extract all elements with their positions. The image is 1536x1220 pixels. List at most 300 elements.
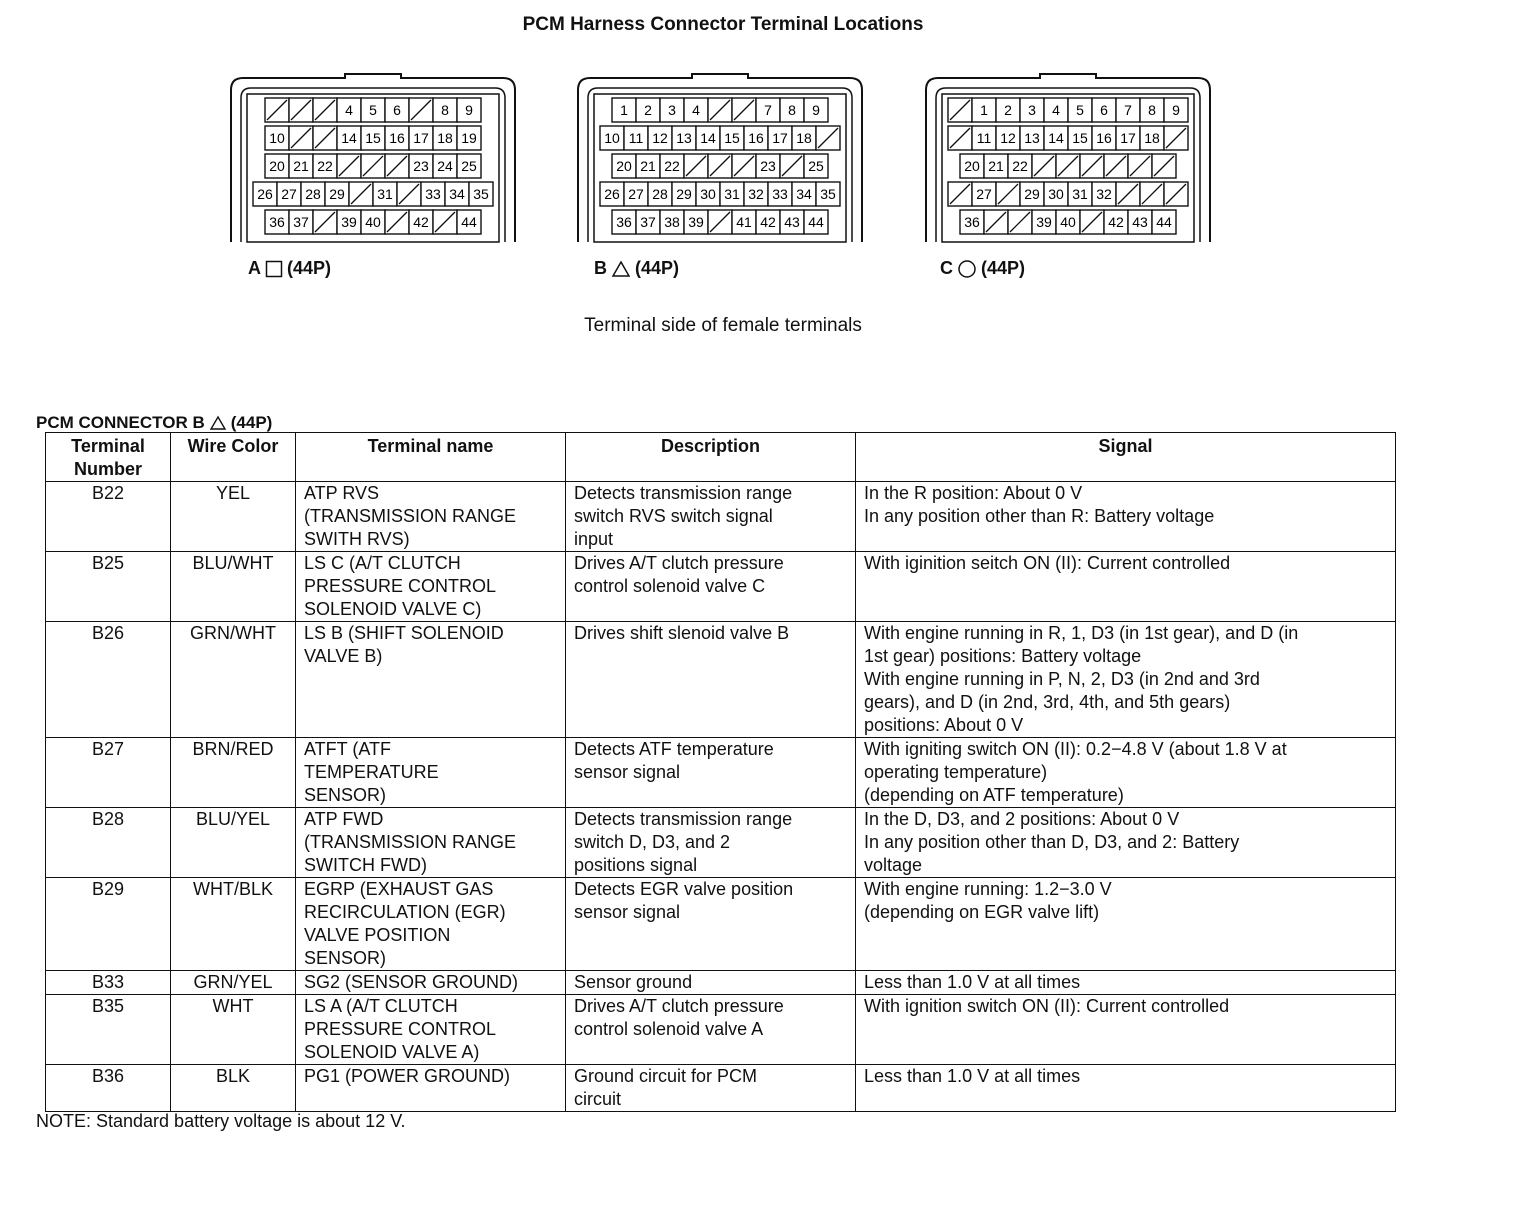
wire-color-cell: BLK <box>171 1065 296 1112</box>
terminal-number-cell: B33 <box>46 971 171 995</box>
terminal-cell <box>289 154 313 178</box>
table-row <box>46 482 1396 552</box>
description-line: Ground circuit for PCM <box>574 1066 758 1086</box>
terminal-name-line: SENSOR) <box>304 948 387 968</box>
svg-text:14: 14 <box>700 130 716 146</box>
wire-color-cell: BRN/RED <box>171 738 296 808</box>
terminal-cell <box>648 182 672 206</box>
empty-terminal-cell <box>289 126 313 150</box>
empty-terminal-cell <box>684 154 708 178</box>
terminal-cell <box>636 154 660 178</box>
footnote: NOTE: Standard battery voltage is about 12 V. <box>36 1111 406 1131</box>
terminal-name-line: TEMPERATURE <box>304 762 439 782</box>
table-row <box>46 738 1396 808</box>
svg-text:21: 21 <box>640 158 656 174</box>
terminal-cell <box>457 154 481 178</box>
terminal-cell <box>600 182 624 206</box>
svg-text:24: 24 <box>437 158 453 174</box>
description-cell <box>566 808 856 878</box>
svg-text:36: 36 <box>616 214 632 230</box>
svg-text:41: 41 <box>736 214 752 230</box>
terminal-name-cell <box>296 622 566 738</box>
empty-terminal-cell <box>337 154 361 178</box>
terminal-cell <box>816 182 840 206</box>
terminal-cell <box>433 154 457 178</box>
signal-line: voltage <box>864 855 923 875</box>
description-line: control solenoid valve A <box>574 1019 764 1039</box>
terminal-cell <box>624 182 648 206</box>
terminal-cell <box>600 126 624 150</box>
triangle-symbol-icon <box>611 260 631 278</box>
svg-text:33: 33 <box>772 186 788 202</box>
signal-line: positions: About 0 V <box>864 715 1024 735</box>
terminal-cell <box>660 98 684 122</box>
terminal-cell <box>996 126 1020 150</box>
terminal-cell <box>756 210 780 234</box>
svg-text:38: 38 <box>664 214 680 230</box>
svg-text:3: 3 <box>668 102 676 118</box>
svg-text:29: 29 <box>329 186 345 202</box>
connector-b-label <box>594 258 679 279</box>
terminal-cell <box>756 154 780 178</box>
table-row <box>46 552 1396 622</box>
svg-text:37: 37 <box>640 214 656 230</box>
signal-line: Less than 1.0 V at all times <box>864 1066 1081 1086</box>
terminal-cell <box>960 210 984 234</box>
terminal-cell <box>1044 126 1068 150</box>
svg-text:6: 6 <box>393 102 401 118</box>
terminal-cell <box>385 98 409 122</box>
empty-terminal-cell <box>1164 182 1188 206</box>
terminal-name-line: LS C (A/T CLUTCH <box>304 553 461 573</box>
empty-terminal-cell <box>708 210 732 234</box>
svg-text:37: 37 <box>293 214 309 230</box>
svg-text:14: 14 <box>341 130 357 146</box>
terminal-cell <box>1044 182 1068 206</box>
svg-text:43: 43 <box>784 214 800 230</box>
terminal-cell <box>1140 98 1164 122</box>
svg-text:12: 12 <box>1000 130 1016 146</box>
svg-text:4: 4 <box>1052 102 1060 118</box>
svg-text:8: 8 <box>1148 102 1156 118</box>
svg-text:17: 17 <box>1120 130 1136 146</box>
svg-text:40: 40 <box>1060 214 1076 230</box>
terminal-cell <box>1104 210 1128 234</box>
terminal-cell <box>768 126 792 150</box>
terminal-number-cell: B36 <box>46 1065 171 1112</box>
wire-color-cell: WHT/BLK <box>171 878 296 971</box>
svg-text:28: 28 <box>652 186 668 202</box>
connector-b-svg <box>572 72 872 247</box>
connector-a-diagram <box>225 72 525 247</box>
wire-color-cell: YEL <box>171 482 296 552</box>
description-cell <box>566 552 856 622</box>
svg-text:31: 31 <box>377 186 393 202</box>
empty-terminal-cell <box>732 154 756 178</box>
svg-text:11: 11 <box>976 130 992 146</box>
svg-text:44: 44 <box>808 214 824 230</box>
terminal-name-line: SENSOR) <box>304 785 387 805</box>
connector-c-label <box>940 258 1025 279</box>
connector-c-pins: (44P) <box>981 258 1026 278</box>
terminal-cell <box>469 182 493 206</box>
svg-text:21: 21 <box>988 158 1004 174</box>
svg-text:23: 23 <box>413 158 429 174</box>
terminal-cell <box>385 126 409 150</box>
svg-text:18: 18 <box>796 130 812 146</box>
svg-text:4: 4 <box>692 102 700 118</box>
description-line: Detects transmission range <box>574 809 793 829</box>
terminal-cell <box>1128 210 1152 234</box>
empty-terminal-cell <box>361 154 385 178</box>
svg-text:9: 9 <box>1172 102 1180 118</box>
terminal-cell <box>253 182 277 206</box>
signal-line: With ignition switch ON (II): Current controlled <box>864 996 1230 1016</box>
terminal-cell <box>361 210 385 234</box>
connector-a-id: A <box>248 258 261 278</box>
terminal-cell <box>265 210 289 234</box>
description-cell <box>566 971 856 995</box>
svg-text:1: 1 <box>620 102 628 118</box>
description-line: sensor signal <box>574 762 681 782</box>
terminal-cell <box>301 182 325 206</box>
svg-text:44: 44 <box>461 214 477 230</box>
terminal-name-line: SWITH RVS) <box>304 529 410 549</box>
terminal-cell <box>337 210 361 234</box>
description-line: switch D, D3, and 2 <box>574 832 731 852</box>
wire-color-cell: GRN/YEL <box>171 971 296 995</box>
terminal-cell <box>1116 98 1140 122</box>
svg-text:23: 23 <box>760 158 776 174</box>
empty-terminal-cell <box>780 154 804 178</box>
terminal-cell <box>612 210 636 234</box>
svg-text:27: 27 <box>281 186 297 202</box>
terminal-cell <box>409 210 433 234</box>
terminal-number-cell: B35 <box>46 995 171 1065</box>
empty-terminal-cell <box>984 210 1008 234</box>
terminal-cell <box>648 126 672 150</box>
signal-line: Less than 1.0 V at all times <box>864 972 1081 992</box>
table-row <box>46 1065 1396 1112</box>
svg-text:7: 7 <box>1124 102 1132 118</box>
svg-text:2: 2 <box>644 102 652 118</box>
svg-text:42: 42 <box>760 214 776 230</box>
svg-text:26: 26 <box>257 186 273 202</box>
terminal-cell <box>804 210 828 234</box>
triangle-symbol-icon <box>209 415 227 431</box>
terminal-cell <box>1020 98 1044 122</box>
empty-terminal-cell <box>349 182 373 206</box>
description-line: Detects transmission range <box>574 483 793 503</box>
empty-terminal-cell <box>385 210 409 234</box>
svg-text:20: 20 <box>269 158 285 174</box>
terminal-cell <box>457 210 481 234</box>
signal-line: (depending on EGR valve lift) <box>864 902 1100 922</box>
terminal-cell <box>1140 126 1164 150</box>
terminal-name-line: VALVE B) <box>304 646 383 666</box>
terminal-cell <box>289 210 313 234</box>
svg-text:32: 32 <box>1096 186 1112 202</box>
description-cell <box>566 995 856 1065</box>
empty-terminal-cell <box>1080 154 1104 178</box>
empty-terminal-cell <box>708 98 732 122</box>
terminal-cell <box>433 98 457 122</box>
terminal-cell <box>1092 126 1116 150</box>
terminal-cell <box>1020 182 1044 206</box>
empty-terminal-cell <box>1008 210 1032 234</box>
terminal-cell <box>684 210 708 234</box>
table-row <box>46 622 1396 738</box>
connector-a-pins: (44P) <box>287 258 332 278</box>
terminal-number-cell: B22 <box>46 482 171 552</box>
svg-text:12: 12 <box>652 130 668 146</box>
terminal-cell <box>660 154 684 178</box>
table-row <box>46 808 1396 878</box>
empty-terminal-cell <box>433 210 457 234</box>
empty-terminal-cell <box>732 98 756 122</box>
empty-terminal-cell <box>313 126 337 150</box>
terminal-cell <box>612 98 636 122</box>
signal-line: In any position other than D, D3, and 2: Battery <box>864 832 1240 852</box>
table-row <box>46 995 1396 1065</box>
svg-text:14: 14 <box>1048 130 1064 146</box>
signal-line: With engine running in R, 1, D3 (in 1st gear), and D (in <box>864 623 1299 643</box>
terminal-cell <box>780 210 804 234</box>
svg-text:3: 3 <box>1028 102 1036 118</box>
svg-text:1: 1 <box>980 102 988 118</box>
wire-color-cell: GRN/WHT <box>171 622 296 738</box>
svg-text:31: 31 <box>1072 186 1088 202</box>
svg-text:42: 42 <box>413 214 429 230</box>
terminal-cell <box>1092 182 1116 206</box>
svg-text:15: 15 <box>724 130 740 146</box>
page-title: PCM Harness Connector Terminal Locations <box>522 14 924 35</box>
terminal-number-cell: B26 <box>46 622 171 738</box>
svg-text:34: 34 <box>449 186 465 202</box>
terminal-name-cell <box>296 552 566 622</box>
terminal-cell <box>696 126 720 150</box>
description-line: control solenoid valve C <box>574 576 766 596</box>
terminal-cell <box>744 126 768 150</box>
svg-text:30: 30 <box>700 186 716 202</box>
svg-text:13: 13 <box>1024 130 1040 146</box>
table-title-text: PCM CONNECTOR B <box>36 413 205 432</box>
empty-terminal-cell <box>816 126 840 150</box>
description-line: Drives shift slenoid valve B <box>574 623 790 643</box>
terminal-name-cell <box>296 995 566 1065</box>
terminal-name-line: VALVE POSITION <box>304 925 451 945</box>
svg-text:26: 26 <box>604 186 620 202</box>
svg-text:44: 44 <box>1156 214 1172 230</box>
svg-text:33: 33 <box>425 186 441 202</box>
empty-terminal-cell <box>1056 154 1080 178</box>
svg-text:35: 35 <box>820 186 836 202</box>
svg-text:39: 39 <box>1036 214 1052 230</box>
terminal-cell <box>972 98 996 122</box>
svg-text:20: 20 <box>616 158 632 174</box>
empty-terminal-cell <box>1080 210 1104 234</box>
empty-terminal-cell <box>265 98 289 122</box>
description-line: Sensor ground <box>574 972 693 992</box>
svg-text:29: 29 <box>1024 186 1040 202</box>
description-line: positions signal <box>574 855 698 875</box>
empty-terminal-cell <box>1116 182 1140 206</box>
terminal-cell <box>1152 210 1176 234</box>
terminal-cell <box>313 154 337 178</box>
terminal-cell <box>672 126 696 150</box>
terminal-name-cell <box>296 482 566 552</box>
description-cell <box>566 1065 856 1112</box>
header-terminal-number: Terminal Number <box>46 433 171 482</box>
description-cell <box>566 738 856 808</box>
terminal-number-cell: B25 <box>46 552 171 622</box>
description-cell <box>566 622 856 738</box>
svg-text:21: 21 <box>293 158 309 174</box>
signal-line: With iginition seitch ON (II): Current controlled <box>864 553 1231 573</box>
description-cell <box>566 878 856 971</box>
connector-b-id: B <box>594 258 607 278</box>
terminal-number-cell: B29 <box>46 878 171 971</box>
terminal-cell <box>804 154 828 178</box>
signal-line: (depending on ATF temperature) <box>864 785 1124 805</box>
signal-cell <box>856 971 1396 995</box>
connector-c-diagram <box>920 72 1220 247</box>
svg-text:36: 36 <box>964 214 980 230</box>
terminal-name-line: EGRP (EXHAUST GAS <box>304 879 494 899</box>
terminal-name-cell <box>296 738 566 808</box>
description-line: circuit <box>574 1089 622 1109</box>
empty-terminal-cell <box>313 98 337 122</box>
signal-line: With igniting switch ON (II): 0.2−4.8 V (about 1.8 V at <box>864 739 1287 759</box>
terminal-name-line: PRESSURE CONTROL <box>304 1019 497 1039</box>
svg-text:18: 18 <box>1144 130 1160 146</box>
empty-terminal-cell <box>948 126 972 150</box>
diagram-caption: Terminal side of female terminals <box>584 315 862 336</box>
svg-text:42: 42 <box>1108 214 1124 230</box>
terminal-cell <box>337 126 361 150</box>
empty-terminal-cell <box>397 182 421 206</box>
svg-text:25: 25 <box>808 158 824 174</box>
signal-cell <box>856 738 1396 808</box>
terminal-cell <box>409 126 433 150</box>
signal-line: With engine running in P, N, 2, D3 (in 2nd and 3rd <box>864 669 1260 689</box>
terminal-name-line: SOLENOID VALVE A) <box>304 1042 480 1062</box>
svg-text:4: 4 <box>345 102 353 118</box>
terminal-cell <box>996 98 1020 122</box>
terminal-name-cell <box>296 971 566 995</box>
empty-terminal-cell <box>1164 126 1188 150</box>
signal-cell <box>856 878 1396 971</box>
terminal-cell <box>720 126 744 150</box>
signal-cell <box>856 1065 1396 1112</box>
svg-text:15: 15 <box>365 130 381 146</box>
terminal-cell <box>768 182 792 206</box>
signal-line: gears), and D (in 2nd, 3rd, 4th, and 5th gears) <box>864 692 1231 712</box>
terminal-cell <box>780 98 804 122</box>
wire-color-cell: WHT <box>171 995 296 1065</box>
terminal-cell <box>672 182 696 206</box>
terminal-name-line: ATFT (ATF <box>304 739 391 759</box>
terminal-cell <box>325 182 349 206</box>
terminal-cell <box>337 98 361 122</box>
terminal-cell <box>744 182 768 206</box>
terminal-name-line: (TRANSMISSION RANGE <box>304 506 517 526</box>
svg-text:7: 7 <box>764 102 772 118</box>
terminal-cell <box>1008 154 1032 178</box>
description-cell <box>566 482 856 552</box>
square-symbol-icon <box>265 260 283 278</box>
terminal-name-line: SG2 (SENSOR GROUND) <box>304 972 519 992</box>
terminal-cell <box>960 154 984 178</box>
empty-terminal-cell <box>1032 154 1056 178</box>
terminal-name-line: PG1 (POWER GROUND) <box>304 1066 511 1086</box>
description-line: switch RVS switch signal <box>574 506 773 526</box>
svg-text:20: 20 <box>964 158 980 174</box>
terminal-cell <box>277 182 301 206</box>
svg-text:36: 36 <box>269 214 285 230</box>
terminal-cell <box>972 182 996 206</box>
svg-text:9: 9 <box>465 102 473 118</box>
empty-terminal-cell <box>313 210 337 234</box>
svg-text:25: 25 <box>461 158 477 174</box>
terminal-cell <box>636 210 660 234</box>
signal-cell <box>856 622 1396 738</box>
svg-text:16: 16 <box>389 130 405 146</box>
svg-text:28: 28 <box>305 186 321 202</box>
signal-line: In the D, D3, and 2 positions: About 0 V <box>864 809 1180 829</box>
svg-text:5: 5 <box>1076 102 1084 118</box>
empty-terminal-cell <box>1104 154 1128 178</box>
terminal-name-line: ATP FWD <box>304 809 384 829</box>
terminal-name-line: ATP RVS <box>304 483 380 503</box>
terminal-cell <box>756 98 780 122</box>
terminal-cell <box>660 210 684 234</box>
terminal-cell <box>1068 182 1092 206</box>
empty-terminal-cell <box>948 98 972 122</box>
description-line: Detects EGR valve position <box>574 879 794 899</box>
connector-b-diagram <box>572 72 872 247</box>
svg-text:19: 19 <box>461 130 477 146</box>
terminal-name-cell <box>296 1065 566 1112</box>
svg-text:32: 32 <box>748 186 764 202</box>
header-terminal-name: Terminal name <box>296 433 566 482</box>
connector-c-id: C <box>940 258 953 278</box>
terminal-cell <box>636 98 660 122</box>
terminal-cell <box>1044 98 1068 122</box>
signal-cell <box>856 995 1396 1065</box>
terminal-cell <box>732 210 756 234</box>
terminal-name-cell <box>296 878 566 971</box>
terminal-cell <box>265 126 289 150</box>
svg-text:22: 22 <box>664 158 680 174</box>
terminal-cell <box>1164 98 1188 122</box>
terminal-cell <box>409 154 433 178</box>
empty-terminal-cell <box>1128 154 1152 178</box>
signal-line: operating temperature) <box>864 762 1048 782</box>
terminal-cell <box>720 182 744 206</box>
header-wire-color: Wire Color <box>171 433 296 482</box>
svg-text:10: 10 <box>604 130 620 146</box>
terminal-name-line: PRESSURE CONTROL <box>304 576 497 596</box>
terminal-cell <box>373 182 397 206</box>
description-line: Detects ATF temperature <box>574 739 774 759</box>
terminal-cell <box>445 182 469 206</box>
terminal-cell <box>972 126 996 150</box>
empty-terminal-cell <box>708 154 732 178</box>
terminal-name-line: (TRANSMISSION RANGE <box>304 832 517 852</box>
terminal-cell <box>612 154 636 178</box>
svg-text:13: 13 <box>676 130 692 146</box>
